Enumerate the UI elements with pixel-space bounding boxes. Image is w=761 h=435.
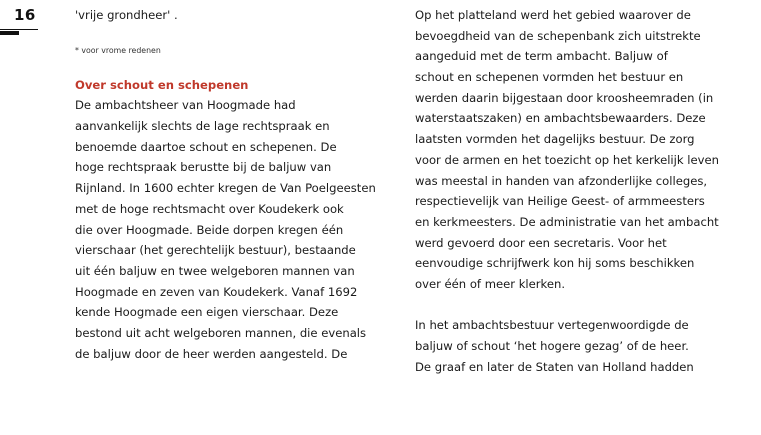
right-para1-line: voor de armen en het toezicht op het kerkelijk leven xyxy=(415,152,719,167)
left-body-line: benoemde daartoe schout en schepenen. De xyxy=(75,139,337,154)
right-para1-line: eenvoudige schrijfwerk kon hij soms beschikken xyxy=(415,256,695,271)
page-number-rule xyxy=(0,29,38,30)
right-para1-line: en kerkmeesters. De administratie van het ambacht xyxy=(415,214,719,229)
footnote: * voor vrome redenen xyxy=(75,45,161,55)
left-body-line: die over Hoogmade. Beide dorpen kregen één xyxy=(75,222,344,237)
page-number-bar xyxy=(0,31,19,35)
left-column xyxy=(75,5,375,364)
right-para1-line: over één of meer klerken. xyxy=(415,276,566,291)
section-heading: Over schout en schepenen xyxy=(75,77,249,92)
left-body-line: De ambachtsheer van Hoogmade had xyxy=(75,98,296,113)
right-para1-line: werd gevoerd door een secretaris. Voor het xyxy=(415,235,667,250)
left-body-line: met de hoge rechtsmacht over Koudekerk ook xyxy=(75,201,344,216)
left-body-line: vierschaar (het gerechtelijk bestuur), bestaande xyxy=(75,243,356,258)
right-para1-line: schout en schepenen vormden het bestuur en xyxy=(415,70,684,85)
right-para1-line: laatsten vormden het dagelijks bestuur. De zorg xyxy=(415,132,695,147)
right-para1-line: Op het platteland werd het gebied waarover de xyxy=(415,8,691,22)
left-first-line: 'vrije grondheer' . xyxy=(75,8,178,22)
left-body-line: aanvankelijk slechts de lage rechtspraak en xyxy=(75,119,330,134)
right-para1-line: aangeduid met de term ambacht. Baljuw of xyxy=(415,49,668,64)
right-para1-line: respectievelijk van Heilige Geest- of armmeesters xyxy=(415,194,705,209)
right-para2-line: baljuw of schout ‘het hogere gezag’ of de heer. xyxy=(415,339,689,353)
left-body-line: de baljuw door de heer werden aangesteld. De xyxy=(75,346,348,361)
right-para2-line: De graaf en later de Staten van Holland hadden xyxy=(415,359,694,374)
left-body-line: hoge rechtspraak berustte bij de baljuw van xyxy=(75,160,332,175)
left-body-line: bestond uit acht welgeboren mannen, die evenals xyxy=(75,325,367,340)
right-para1-line: werden daarin bijgestaan door kroosheemraden (in xyxy=(415,90,714,105)
right-para1-line: was meestal in handen van afzonderlijke colleges, xyxy=(415,173,708,188)
right-para1-line: bevoegdheid van de schepenbank zich uitstrekte xyxy=(415,28,701,43)
left-body-line: Hoogmade en zeven van Koudekerk. Vanaf 1692 xyxy=(75,284,358,299)
left-body-line: Rijnland. In 1600 echter kregen de Van Poelgeesten xyxy=(75,181,376,196)
right-para1-line: waterstaatszaken) en ambachtsbewaarders. Deze xyxy=(415,111,706,126)
left-body-line: uit één baljuw en twee welgeboren mannen van xyxy=(75,263,355,278)
right-column xyxy=(415,5,745,377)
page-number: 16 xyxy=(14,6,36,24)
left-body-line: kende Hoogmade een eigen vierschaar. Deze xyxy=(75,305,339,320)
paragraph-gap xyxy=(415,295,745,316)
right-para2-line: In het ambachtsbestuur vertegenwoordigde de xyxy=(415,318,689,333)
